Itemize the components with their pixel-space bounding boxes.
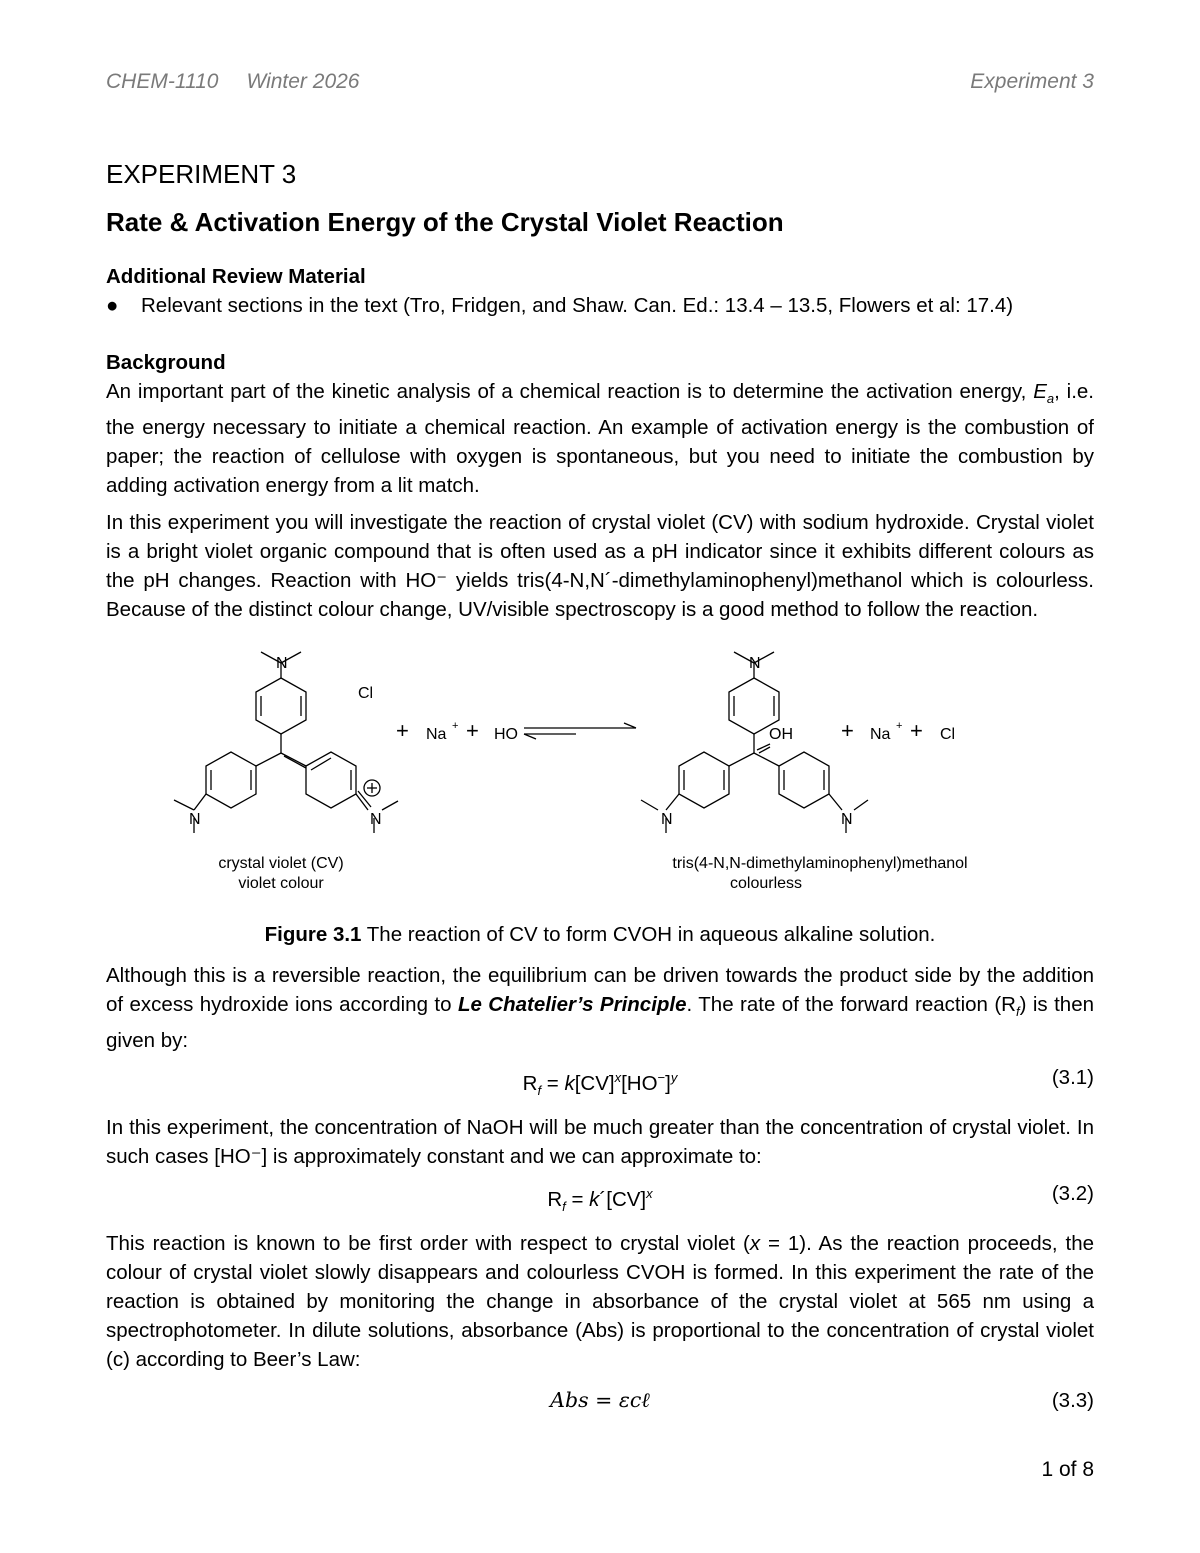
equation-3-1-body: $R_f = k[CV]^x[HO^-]^y$: [522, 1070, 678, 1099]
cvoh-right-ring: [779, 752, 829, 808]
cvoh-n-top: N: [749, 655, 761, 673]
figure-caption: Figure 3.1 The reaction of CV to form CVOH in aqueous alkaline solution.: [264, 923, 936, 947]
plus-sign-4: +: [910, 718, 923, 744]
equation-3-2-body: $R_f$ = k´[CV]$^x$: [547, 1186, 653, 1215]
cvoh-left-ring: [679, 752, 729, 808]
page-number: 1 of 8: [1041, 1458, 1094, 1481]
product-name-label: tris(4-N,N-dimethylaminophenyl)methanol: [672, 855, 968, 873]
term: Winter 2026: [246, 70, 360, 93]
product-na: Na: [870, 726, 891, 744]
reactant-name-label: crystal violet (CV): [218, 855, 344, 873]
body-paragraph-4: In this experiment, the concentration of NaOH will be much greater than the concentration of crystal violet. In such cases [HO⁻] is approximately constant and we can approximate to:: [106, 1116, 1094, 1169]
main-content: [106, 156, 1094, 1423]
cv-right-ring: [306, 752, 356, 808]
equation-3-3-number: (3.3): [1051, 1389, 1094, 1413]
cv-chloride: Cl: [358, 685, 374, 703]
body-paragraph-5: This reaction is known to be first order with respect to crystal violet (x = 1). As the reaction proceeds, the colour of crystal violet slowly disappears and colourless CVOH is formed. In this experiment the rate of the reaction is obtained by monitoring the change in absorbance of the crystal violet at 565 nm using a spectrophotometer. In dilute solutions, absorbance (Abs) is proportional to the concentration of crystal violet (c) according to Beer’s Law:: [106, 1232, 1095, 1372]
reagent-na: Na: [426, 726, 447, 744]
background-heading: Background: [106, 351, 226, 374]
reaction-scheme-diagram: [106, 628, 1094, 918]
plus-sign-2: +: [466, 718, 479, 744]
cvoh-n-left: N: [661, 811, 673, 829]
experiment-title: Rate & Activation Energy of the Crystal Violet Reaction: [106, 207, 784, 237]
cv-n-top: N: [276, 655, 288, 673]
product-colour-label: colourless: [729, 875, 803, 893]
experiment-number: EXPERIMENT 3: [106, 159, 297, 189]
review-bullet-text: Relevant sections in the text (Tro, Fridgen, and Shaw. Can. Ed.: 13.4 – 13.5, Flowers et al: 17.4): [141, 294, 1014, 317]
running-header-right: Experiment 3: [970, 70, 1094, 93]
plus-sign-1: +: [396, 718, 409, 744]
reactant-colour-label: violet colour: [238, 875, 324, 893]
cv-n-left: N: [189, 811, 201, 829]
equation-3-2-number: (3.2): [1051, 1182, 1094, 1206]
review-bullet-item: [106, 291, 1094, 320]
cv-n-right: N: [370, 811, 382, 829]
running-header-left: [106, 70, 359, 94]
review-heading: Additional Review Material: [106, 265, 366, 288]
reaction-figure: [106, 628, 1094, 918]
product-cl: Cl: [940, 726, 956, 744]
reagent-ho: HO: [494, 726, 518, 744]
bullet-icon: ●: [106, 294, 119, 317]
equation-3-3: [106, 1386, 1094, 1415]
body-paragraph-3: Although this is a reversible reaction, the equilibrium can be driven towards the product side by the addition of excess hydroxide ions according to Le Chatelier’s Principle. The rate of the forward reaction $(R_f)$ is then given by:: [106, 964, 1094, 1053]
equation-3-1-number: (3.1): [1051, 1066, 1094, 1090]
equation-3-3-body: Abs = εcℓ: [550, 1388, 650, 1413]
equation-3-2: [106, 1179, 1094, 1221]
background-paragraph-1: An important part of the kinetic analysis of a chemical reaction is to determine the activation energy, $E_a$, i.e. the energy necessary to initiate a chemical reaction. An example of activation energy is the combustion of paper; the reaction of cellulose with oxygen is spontaneous, but you need to initiate the combustion by adding activation energy from a lit match.: [106, 380, 1094, 498]
cvoh-oh: OH: [769, 726, 793, 744]
course-code: CHEM-1110: [106, 70, 219, 93]
plus-sign-3: +: [841, 718, 854, 744]
equation-3-1: [106, 1063, 1094, 1105]
na-charge: +: [452, 720, 459, 733]
background-paragraph-2: In this experiment you will investigate the reaction of crystal violet (CV) with sodium hydroxide. Crystal violet is a bright violet organic compound that is often used as a pH indicator since it exhibits different colours as the pH changes. Reaction with HO⁻ yields tris(4-N,N´-dimethylaminophenyl)methanol which is colourless. Because of the distinct colour change, UV/visible spectroscopy is a good method to follow the reaction.: [106, 511, 1094, 622]
cvoh-n-right: N: [841, 811, 853, 829]
cv-left-ring: [206, 752, 256, 808]
product-na-charge: +: [896, 720, 903, 733]
cv-top-ring: [256, 678, 306, 734]
